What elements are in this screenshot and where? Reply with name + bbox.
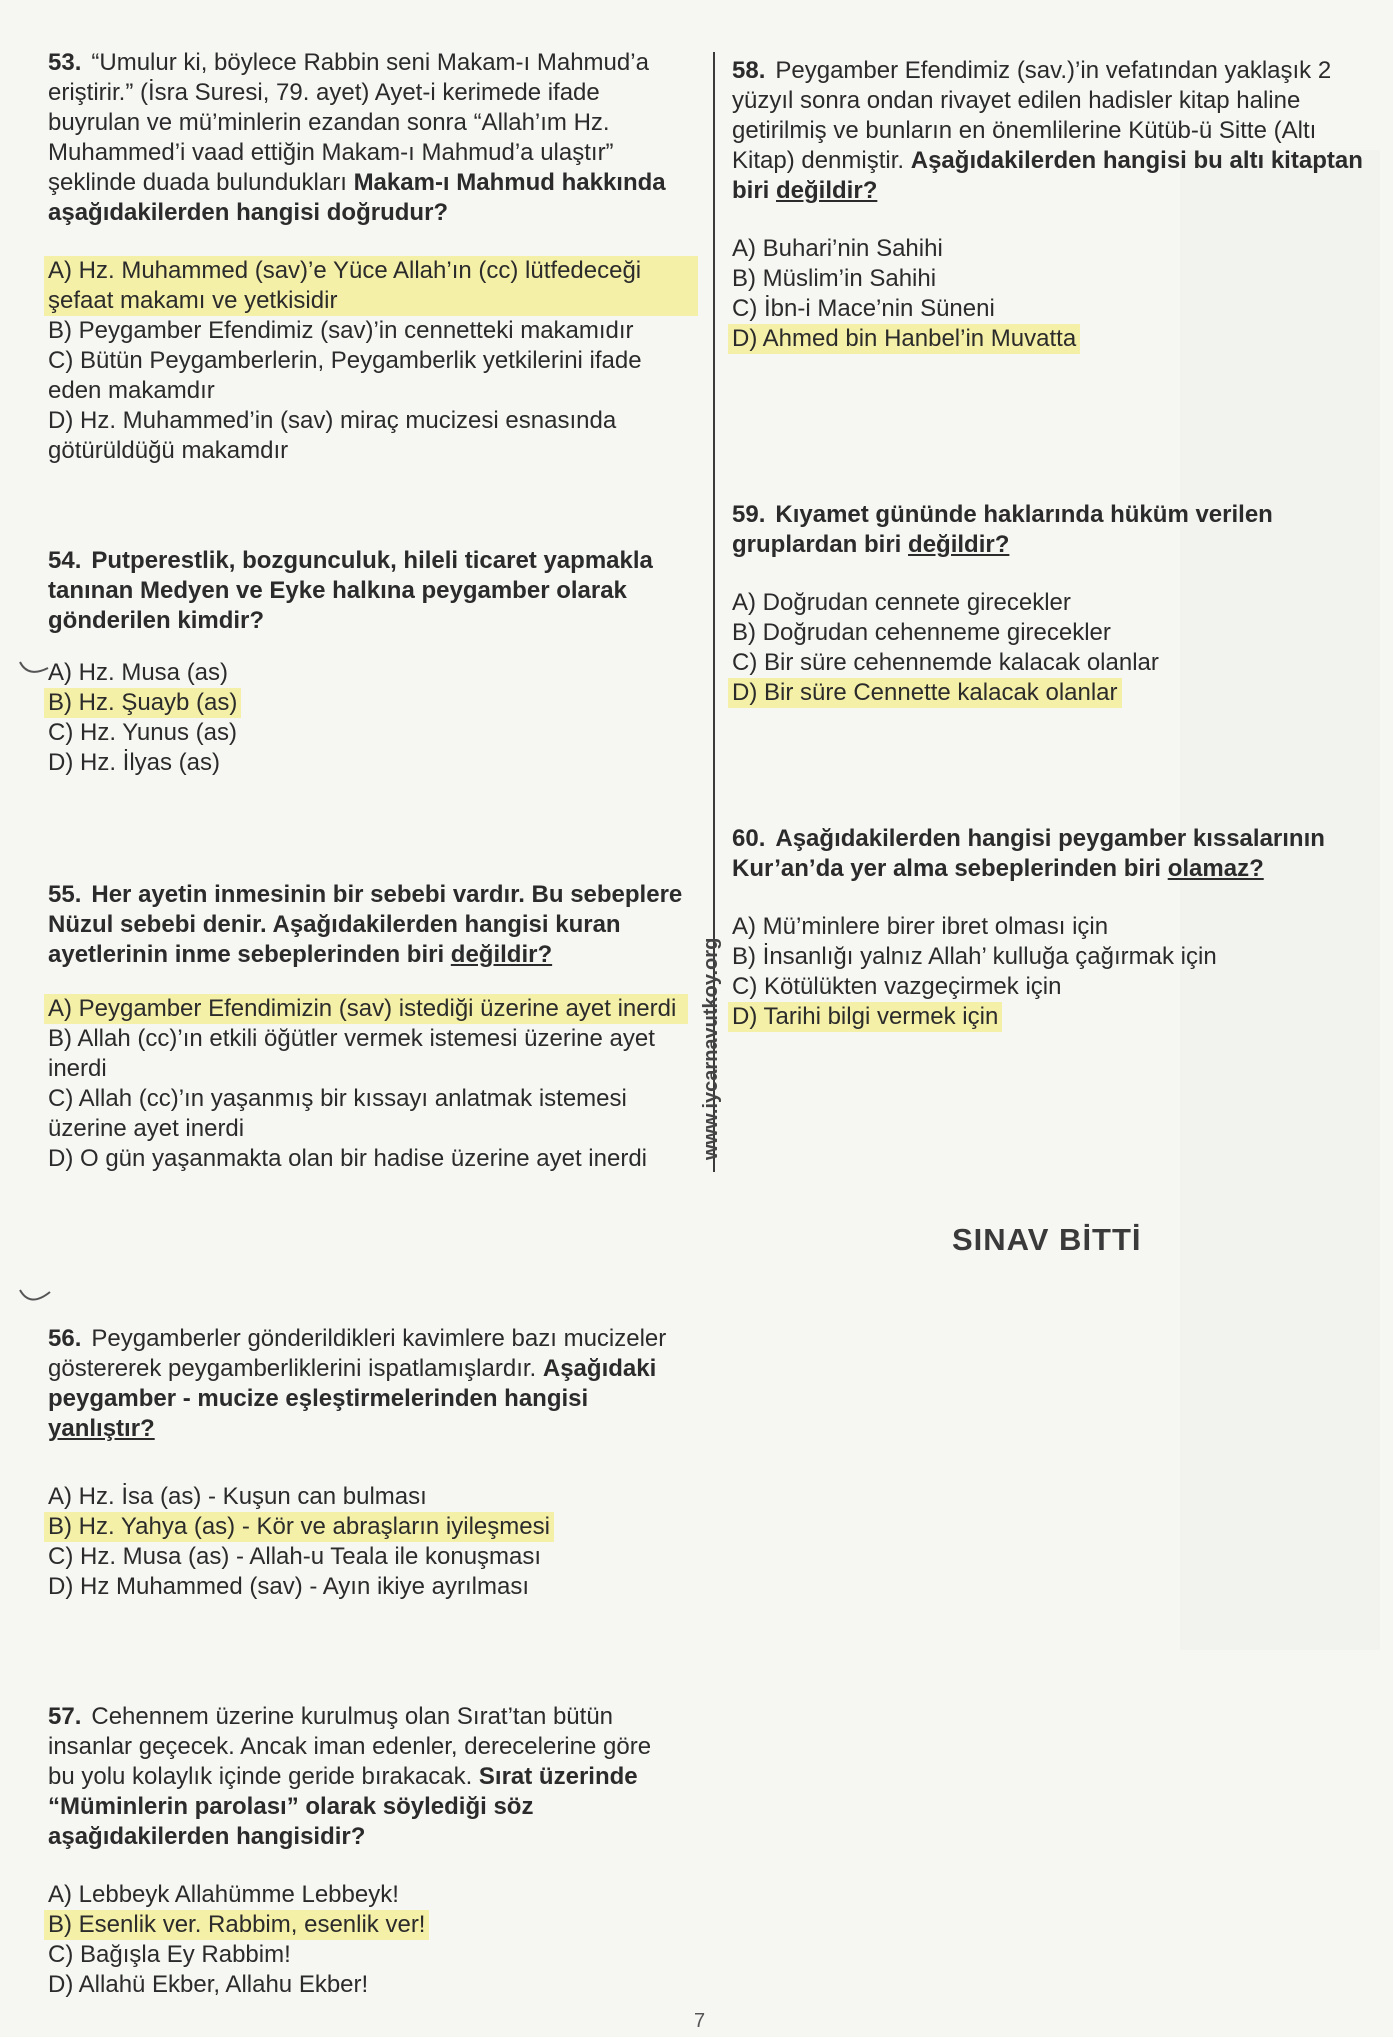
question-number: 58. <box>732 57 766 84</box>
option-c[interactable]: C) Bütün Peygamberlerin, Peygamberlik yetkilerini ifade eden makamdır <box>48 347 642 404</box>
question-number: 55. <box>48 881 82 908</box>
option-d[interactable]: D) Hz. Muhammed’in (sav) miraç mucizesi esnasında götürüldüğü makamdır <box>48 407 617 464</box>
options-list <box>732 912 1372 1032</box>
options-list <box>732 588 1372 708</box>
question-prompt: Aşağıdaki peygamber - mucize eşleştirmelerinden hangisi <box>48 1355 657 1412</box>
option-c[interactable]: C) İbn-i Mace’nin Süneni <box>732 295 995 322</box>
question-stem: Peygamberler gönderildikleri kavimlere bazı mucizeler göstererek peygamberliklerini ispatlamışlardır. <box>48 1325 667 1382</box>
question-prompt-emphasis: değildir? <box>908 531 1010 558</box>
question-number: 53. <box>48 49 82 76</box>
question-prompt-emphasis: olamaz? <box>1167 855 1264 882</box>
option-c[interactable]: C) Kötülükten vazgeçirmek için <box>732 973 1062 1000</box>
question-number: 56. <box>48 1325 82 1352</box>
question-59 <box>732 500 1372 708</box>
question-56 <box>48 1324 668 1602</box>
option-b[interactable]: B) Müslim’in Sahihi <box>732 265 937 292</box>
option-a[interactable]: A) Buhari’nin Sahihi <box>732 235 943 262</box>
option-c[interactable]: C) Allah (cc)’ın yaşanmış bir kıssayı anlatmak istemesi üzerine ayet inerdi <box>48 1085 627 1142</box>
website-watermark: www.iycarnavutkoy.org <box>700 937 722 1160</box>
option-c[interactable]: C) Bağışla Ey Rabbim! <box>48 1941 291 1968</box>
option-d[interactable]: D) Tarihi bilgi vermek için <box>728 1002 1002 1032</box>
question-prompt-emphasis: değildir? <box>776 177 878 204</box>
option-a[interactable]: A) Peygamber Efendimizin (sav) istediği üzerine ayet inerdi <box>44 994 688 1024</box>
option-b[interactable]: B) Hz. Şuayb (as) <box>44 688 241 718</box>
options-list <box>48 1880 668 2000</box>
option-b[interactable]: B) Hz. Yahya (as) - Kör ve abraşların iyileşmesi <box>44 1512 554 1542</box>
option-a[interactable]: A) Mü’minlere birer ibret olması için <box>732 913 1109 940</box>
question-prompt-emphasis: yanlıştır? <box>48 1415 155 1442</box>
question-prompt: Aşağıdakilerden hangisi peygamber kıssalarının Kur’an’da yer alma sebeplerinden biri <box>732 825 1325 882</box>
page-number: 7 <box>694 2010 706 2032</box>
option-a[interactable]: A) Hz. Muhammed (sav)’e Yüce Allah’ın (cc) lütfedeceği şefaat makamı ve yetkisidir <box>44 256 698 316</box>
options-list <box>48 256 698 466</box>
question-55 <box>48 880 688 1174</box>
option-d[interactable]: D) Hz. İlyas (as) <box>48 749 221 776</box>
option-c[interactable]: C) Hz. Yunus (as) <box>48 719 237 746</box>
options-list <box>732 234 1372 354</box>
option-b[interactable]: B) Esenlik ver. Rabbim, esenlik ver! <box>44 1910 429 1940</box>
question-number: 54. <box>48 547 82 574</box>
option-b[interactable]: B) Doğrudan cehenneme girecekler <box>732 619 1111 646</box>
option-a[interactable]: A) Doğrudan cennete girecekler <box>732 589 1071 616</box>
option-a[interactable]: A) Lebbeyk Allahümme Lebbeyk! <box>48 1881 399 1908</box>
question-prompt: Kıyamet gününde haklarında hüküm verilen gruplardan biri <box>732 501 1273 558</box>
option-a[interactable]: A) Hz. İsa (as) - Kuşun can bulması <box>48 1483 427 1510</box>
options-list <box>48 658 658 778</box>
question-57 <box>48 1702 668 2000</box>
pen-mark-icon <box>18 1284 52 1310</box>
question-prompt: Makam-ı Mahmud hakkında aşağıdakilerden hangisi doğrudur? <box>48 169 666 226</box>
question-prompt: Sırat üzerinde “Müminlerin parolası” olarak söylediği söz aşağıdakilerden hangisidir? <box>48 1763 638 1850</box>
option-d[interactable]: D) Allahü Ekber, Allahu Ekber! <box>48 1971 369 1998</box>
option-d[interactable]: D) Bir süre Cennette kalacak olanlar <box>728 678 1122 708</box>
options-list <box>48 1482 668 1602</box>
question-prompt: Her ayetin inmesinin bir sebebi vardır. Bu sebeplere Nüzul sebebi denir. Aşağıdakilerden hangisi kuran ayetlerinin inme sebeplerinden biri <box>48 881 683 968</box>
question-prompt: Aşağıdakilerden hangisi bu altı kitaptan biri <box>732 147 1363 204</box>
question-60 <box>732 824 1372 1032</box>
question-54 <box>48 546 658 778</box>
option-c[interactable]: C) Bir süre cehennemde kalacak olanlar <box>732 649 1159 676</box>
question-prompt-emphasis: değildir? <box>450 941 553 968</box>
exam-end-text: SINAV BİTTİ <box>952 1222 1142 1257</box>
question-number: 59. <box>732 501 766 528</box>
question-stem: Peygamber Efendimiz (sav.)’in vefatından yaklaşık 2 yüzyıl sonra ondan rivayet edilen hadisler kitap haline getirilmiş ve bunların en önemlilerine Kütüb-ü Sitte (Altı Kitap) denmiştir. <box>732 57 1332 174</box>
option-a[interactable]: A) Hz. Musa (as) <box>48 659 229 686</box>
question-53 <box>48 48 698 466</box>
question-stem: Cehennem üzerine kurulmuş olan Sırat’tan bütün insanlar geçecek. Ancak iman edenler, derecelerine göre bu yolu kolaylık içinde geride bırakacak. <box>48 1703 652 1790</box>
question-stem: “Umulur ki, böylece Rabbin seni Makam-ı Mahmud’a eriştirir.” (İsra Suresi, 79. ayet) Ayet-i kerimede ifade buyrulan ve mü’minlerin ezandan sonra “Allah’ım Hz. Muhammed’i vaad ettiğin Makam-ı Mahmud’a ulaştır” şeklinde duada bulundukları <box>48 49 649 196</box>
question-58 <box>732 56 1372 354</box>
options-list <box>48 994 688 1174</box>
question-number: 57. <box>48 1703 82 1730</box>
pen-mark-icon <box>18 656 52 682</box>
option-c[interactable]: C) Hz. Musa (as) - Allah-u Teala ile konuşması <box>48 1543 542 1570</box>
option-b[interactable]: B) İnsanlığı yalnız Allah’ kulluğa çağırmak için <box>732 943 1217 970</box>
option-b[interactable]: B) Allah (cc)’ın etkili öğütler vermek istemesi üzerine ayet inerdi <box>48 1025 655 1082</box>
question-number: 60. <box>732 825 766 852</box>
option-d[interactable]: D) O gün yaşanmakta olan bir hadise üzerine ayet inerdi <box>48 1145 647 1172</box>
option-d[interactable]: D) Hz Muhammed (sav) - Ayın ikiye ayrılması <box>48 1573 529 1600</box>
option-d[interactable]: D) Ahmed bin Hanbel’in Muvatta <box>728 324 1080 354</box>
question-prompt: Putperestlik, bozgunculuk, hileli ticaret yapmakla tanınan Medyen ve Eyke halkına peygamber olarak gönderilen kimdir? <box>48 547 653 634</box>
option-b[interactable]: B) Peygamber Efendimiz (sav)’in cennetteki makamıdır <box>48 317 634 344</box>
